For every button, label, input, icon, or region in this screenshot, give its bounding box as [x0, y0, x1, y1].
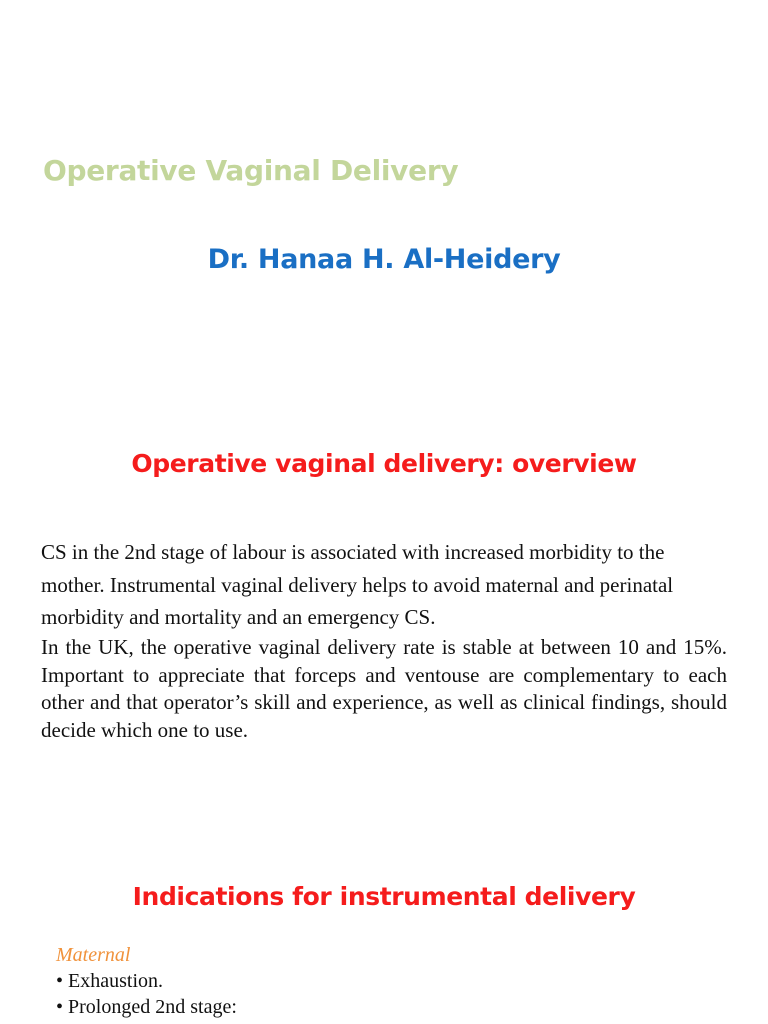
- overview-paragraph-1: CS in the 2nd stage of labour is associated with increased morbidity to the mother. Instrumental vaginal delivery helps to avoid maternal and perinatal morbidity and mortality and an emergency CS.: [41, 540, 674, 629]
- overview-paragraph-2: In the UK, the operative vaginal delivery rate is stable at between 10 and 15%. Important to appreciate that forceps and ventouse are complementary to each other and that operator’s skill and experience, as well as clinical findings, should decide which one to use.: [41, 635, 727, 742]
- list-item: • Exhaustion.: [56, 968, 237, 994]
- overview-heading: Operative vaginal delivery: overview: [131, 449, 637, 478]
- indications-heading: Indications for instrumental delivery: [132, 882, 636, 911]
- author-name: Dr. Hanaa H. Al-Heidery: [207, 244, 561, 275]
- document-title: Operative Vaginal Delivery: [43, 154, 459, 187]
- list-item: • Prolonged 2nd stage:: [56, 994, 237, 1020]
- maternal-subheading: Maternal: [56, 944, 131, 966]
- maternal-indications-list: [56, 968, 237, 1020]
